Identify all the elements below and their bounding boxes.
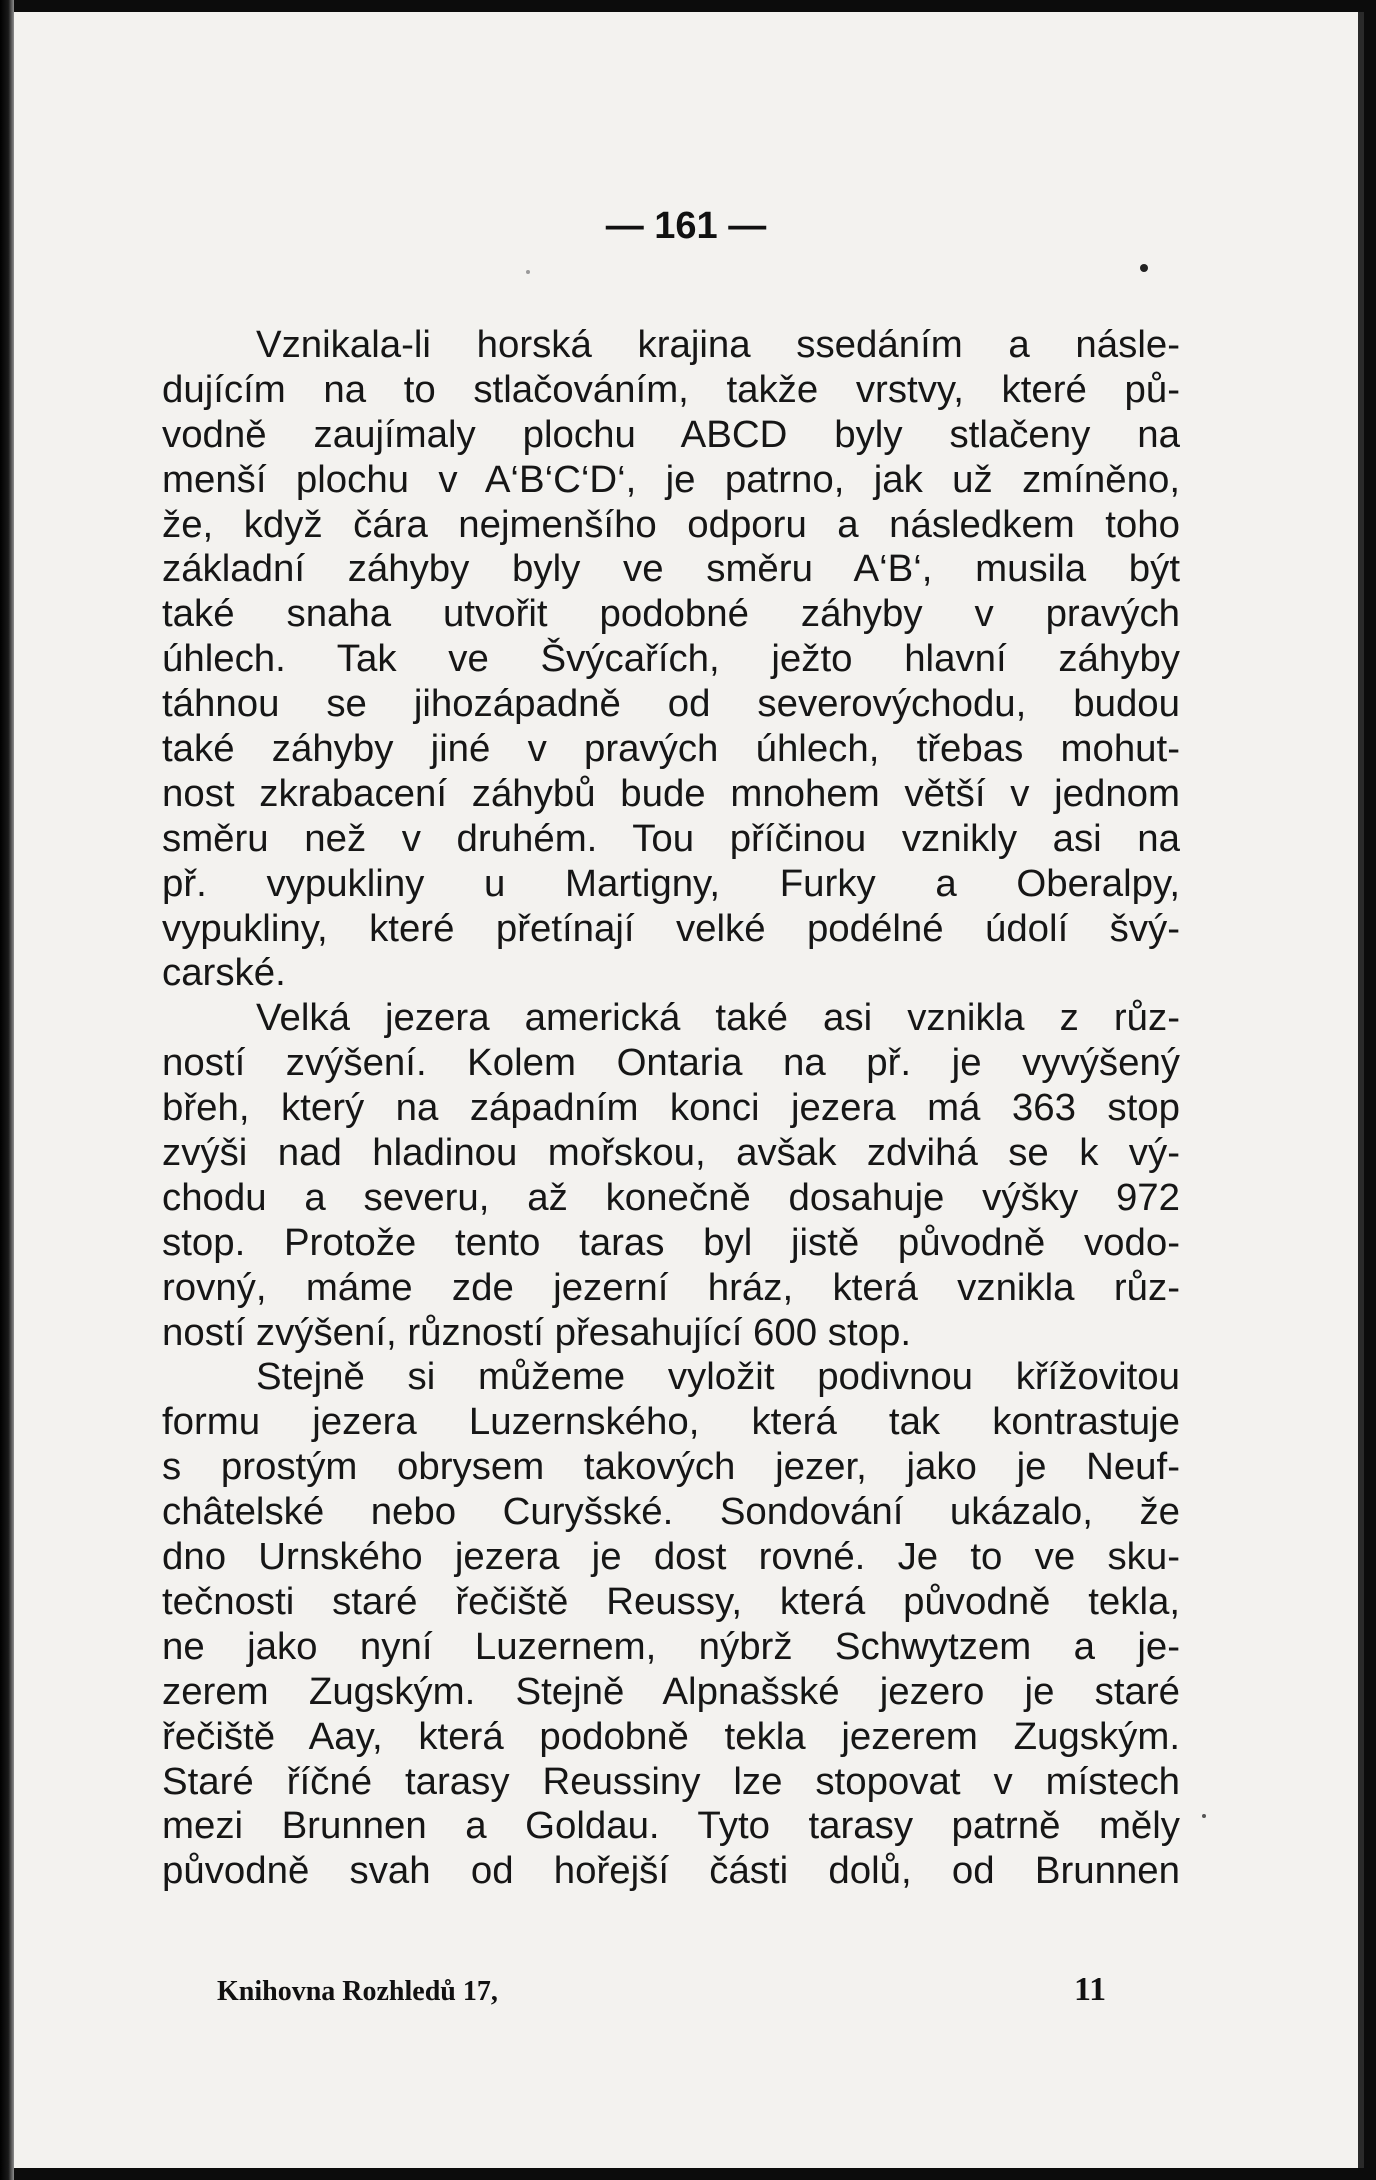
page-number: — 161 — xyxy=(605,205,767,247)
signature-number: 11 xyxy=(1074,1971,1107,2008)
text-line: ností zvýšení. Kolem Ontaria na př. je vyvýšený xyxy=(162,1041,1180,1085)
text-line: břeh, který na západním konci jezera má 363 stop xyxy=(162,1086,1180,1130)
text-line: vypukliny, které přetínají velké podélné údolí švý- xyxy=(162,906,1180,950)
text-line: Velká jezera americká také asi vznikla z růz- xyxy=(256,996,1180,1040)
text-line: směru než v druhém. Tou příčinou vznikly asi na xyxy=(162,816,1180,860)
ink-speck xyxy=(1202,1814,1206,1818)
text-line: carské. xyxy=(162,951,286,995)
text-line: châtelské nebo Curyšské. Sondování ukázalo, že xyxy=(162,1490,1180,1534)
text-line: zerem Zugským. Stejně Alpnašské jezero je staré xyxy=(162,1669,1180,1713)
text-line: také snaha utvořit podobné záhyby v pravých xyxy=(162,592,1180,636)
footer-imprint: Knihovna Rozhledů 17, xyxy=(217,1976,498,2007)
text-line: Staré říčné tarasy Reussiny lze stopovat v místech xyxy=(162,1759,1180,1803)
text-line: úhlech. Tak ve Švýcařích, ježto hlavní záhyby xyxy=(162,637,1180,681)
text-line: nost zkrabacení záhybů bude mnohem větší v jednom xyxy=(162,771,1180,815)
text-line: táhnou se jihozápadně od severovýchodu, budou xyxy=(162,682,1180,726)
text-line: také záhyby jiné v pravých úhlech, třebas mohut- xyxy=(162,727,1180,771)
body-text xyxy=(162,323,1180,1894)
text-line: dujícím na to stlačováním, takže vrstvy, které pů- xyxy=(162,367,1180,411)
text-line: rovný, máme zde jezerní hráz, která vznikla růz- xyxy=(162,1265,1180,1309)
text-line: stop. Protože tento taras byl jistě původně vodo- xyxy=(162,1220,1180,1264)
text-line: zvýši nad hladinou mořskou, avšak zdvihá se k vý- xyxy=(162,1131,1180,1175)
text-line: Vznikala-li horská krajina ssedáním a násle- xyxy=(256,323,1180,366)
text-line: že, když čára nejmenšího odporu a následkem toho xyxy=(162,502,1180,546)
text-line: dno Urnského jezera je dost rovné. Je to ve sku- xyxy=(162,1535,1180,1579)
text-line: mezi Brunnen a Goldau. Tyto tarasy patrně měly xyxy=(162,1804,1180,1848)
text-line: původně svah od hořejší části dolů, od Brunnen xyxy=(162,1849,1180,1893)
text-line: základní záhyby byly ve směru A‘B‘, musila být xyxy=(162,547,1180,591)
text-line: ností zvýšení, růzností přesahující 600 stop. xyxy=(162,1310,912,1354)
text-line: př. vypukliny u Martigny, Furky a Oberalpy, xyxy=(162,861,1180,905)
text-line: ne jako nyní Luzernem, nýbrž Schwytzem a je- xyxy=(162,1624,1180,1668)
text-line: vodně zaujímaly plochu ABCD byly stlačeny na xyxy=(162,412,1180,456)
ink-speck xyxy=(1140,264,1148,272)
text-line: řečiště Aay, která podobně tekla jezerem Zugským. xyxy=(162,1714,1180,1758)
text-line: formu jezera Luzernského, která tak kontrastuje xyxy=(162,1400,1180,1444)
book-page xyxy=(14,12,1364,2168)
text-line: Stejně si můžeme vyložit podivnou křížovitou xyxy=(256,1355,1180,1399)
text-line: menší plochu v A‘B‘C‘D‘, je patrno, jak už zmíněno, xyxy=(162,457,1180,501)
ink-speck xyxy=(526,270,530,274)
scan-edge xyxy=(0,0,14,2180)
text-line: s prostým obrysem takových jezer, jako je Neuf- xyxy=(162,1445,1180,1489)
text-line: chodu a severu, až konečně dosahuje výšky 972 xyxy=(162,1175,1180,1219)
text-line: tečnosti staré řečiště Reussy, která původně tekla, xyxy=(162,1579,1180,1623)
